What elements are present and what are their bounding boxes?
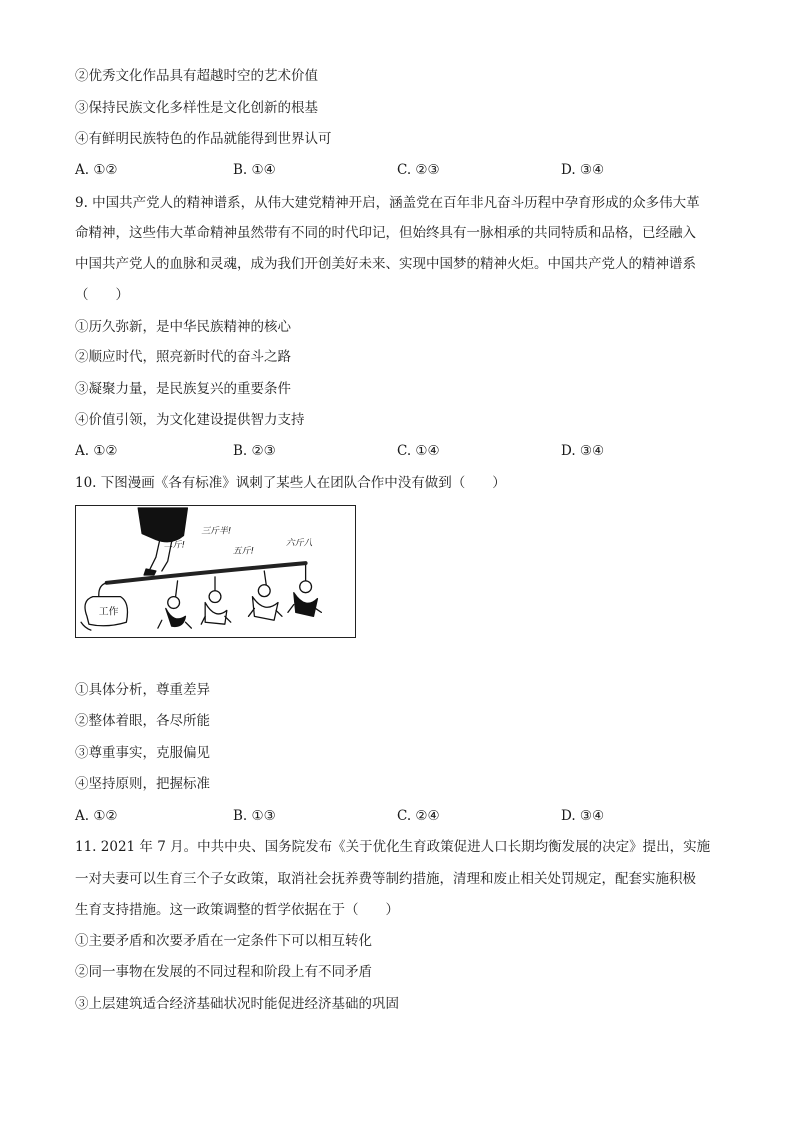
boss-body <box>138 508 187 542</box>
boss-shoe <box>144 569 156 575</box>
q8-option-c: C. ②③ <box>397 162 440 178</box>
q9-option-a: A. ①② <box>75 443 118 459</box>
speech-1: 二斤! <box>163 540 186 551</box>
q10-item-3: ③尊重事实，克服偏见 <box>75 745 210 761</box>
q9-stem-line-1: 9. 中国共产党人的精神谱系，从伟大建党精神开启，涵盖党在百年非凡奋斗历程中孕育形成的众多伟大革 <box>75 195 700 211</box>
cartoon-image <box>75 505 356 638</box>
figure-2 <box>201 577 231 624</box>
q8-option-a: A. ①② <box>75 162 118 178</box>
q10-item-1: ①具体分析，尊重差异 <box>75 682 210 698</box>
q9-item-2: ②顺应时代，照亮新时代的奋斗之路 <box>75 349 291 365</box>
q9-item-4: ④价值引领，为文化建设提供智力支持 <box>75 412 305 428</box>
balance-pole <box>107 563 306 583</box>
bag-label: 工作 <box>98 606 119 618</box>
q11-item-2: ②同一事物在发展的不同过程和阶段上有不同矛盾 <box>75 964 372 980</box>
speech-4: 六斤八 <box>285 538 313 549</box>
q10-option-b: B. ①③ <box>233 808 276 824</box>
q9-item-1: ①历久弥新，是中华民族精神的核心 <box>75 319 291 335</box>
q11-item-1: ①主要矛盾和次要矛盾在一定条件下可以相互转化 <box>75 933 372 949</box>
q9-option-b: B. ②③ <box>233 443 276 459</box>
q9-stem-line-3: 中国共产党人的血脉和灵魂，成为我们开创美好未来、实现中国梦的精神火炬。中国共产党人的精神谱系 <box>75 256 696 272</box>
q10-item-4: ④坚持原则，把握标准 <box>75 776 210 792</box>
q8-item-3: ③保持民族文化多样性是文化创新的根基 <box>75 100 318 116</box>
figure-1 <box>158 581 191 628</box>
q10-option-c: C. ②④ <box>397 808 440 824</box>
q9-option-d: D. ③④ <box>561 443 605 459</box>
q11-item-3: ③上层建筑适合经济基础状况时能促进经济基础的巩固 <box>75 996 399 1012</box>
speech-2: 三斤半! <box>201 526 232 537</box>
speech-3: 五斤! <box>232 546 255 557</box>
q10-stem: 10. 下图漫画《各有标准》讽刺了某些人在团队合作中没有做到（ ） <box>75 475 506 491</box>
q9-option-c: C. ①④ <box>397 443 440 459</box>
q8-option-b: B. ①④ <box>233 162 276 178</box>
q8-item-2: ②优秀文化作品具有超越时空的艺术价值 <box>75 68 318 84</box>
q11-stem-line-2: 一对夫妻可以生育三个子女政策，取消社会抚养费等制约措施，清理和废止相关处罚规定，配套实施积极 <box>75 871 696 887</box>
q9-item-3: ③凝聚力量，是民族复兴的重要条件 <box>75 381 291 397</box>
q8-option-d: D. ③④ <box>561 162 605 178</box>
q11-stem-line-1: 11. 2021 年 7 月。中共中央、国务院发布《关于优化生育政策促进人口长期均衡发展的决定》提出，实施 <box>75 839 711 855</box>
figure-4 <box>288 565 321 616</box>
q9-answer-bracket: （ ） <box>75 287 129 303</box>
q10-option-a: A. ①② <box>75 808 118 824</box>
figure-3 <box>248 571 281 620</box>
q9-stem-line-2: 命精神，这些伟大革命精神虽然带有不同的时代印记，但始终具有一脉相承的共同特质和品格，已经融入 <box>75 225 696 241</box>
q11-stem-line-3: 生育支持措施。这一政策调整的哲学依据在于（ ） <box>75 902 399 918</box>
q8-item-4: ④有鲜明民族特色的作品就能得到世界认可 <box>75 131 332 147</box>
q10-item-2: ②整体着眼，各尽所能 <box>75 713 210 729</box>
q10-option-d: D. ③④ <box>561 808 605 824</box>
